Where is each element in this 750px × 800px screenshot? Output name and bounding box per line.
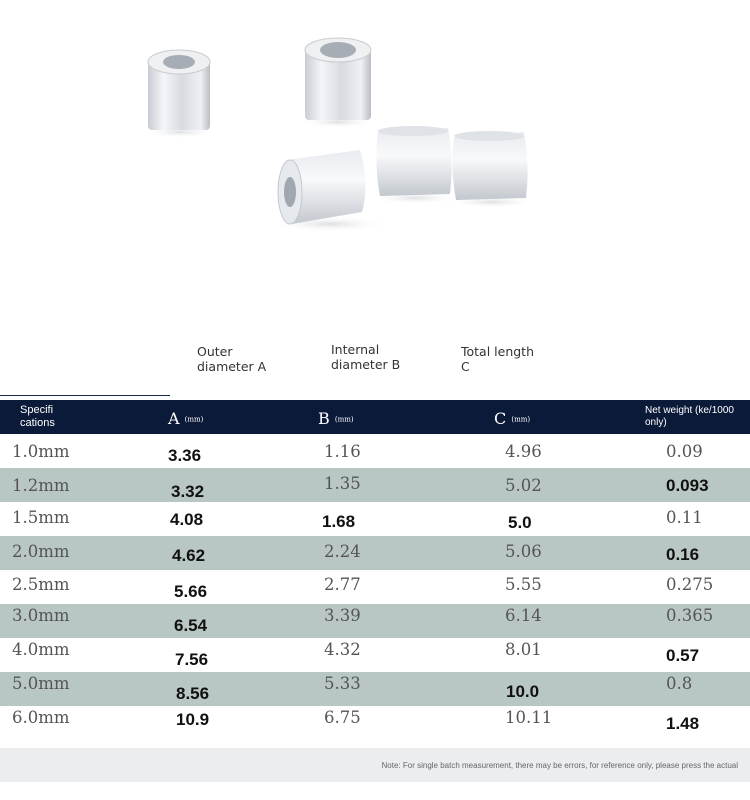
weight-cell: 0.09 [666, 442, 703, 461]
b-cell: 3.39 [324, 606, 361, 625]
disclaimer-note: Note: For single batch measurement, there may be errors, for reference only, please press the actual [381, 761, 738, 770]
a-cell: 3.36 [168, 446, 202, 465]
outer-label-line1: Outer [197, 344, 233, 359]
column-c-letter: C [494, 409, 507, 428]
table-row [0, 434, 750, 468]
a-cell: 7.56 [175, 650, 209, 669]
c-cell: 10.11 [505, 708, 553, 727]
a-cell: 5.66 [174, 582, 208, 601]
b-cell: 6.75 [324, 708, 361, 727]
internal-label-line1: Internal [331, 342, 380, 357]
table-row [0, 638, 750, 672]
header-divider [0, 395, 170, 396]
aluminum-sleeves-illustration [0, 0, 750, 330]
c-cell: 5.02 [505, 476, 542, 495]
table-header [0, 400, 750, 434]
internal-label-line2: diameter B [331, 357, 401, 372]
table-row [0, 672, 750, 706]
total-label-line2: C [461, 359, 470, 374]
table-row [0, 604, 750, 638]
sleeve-5 [447, 131, 537, 208]
column-b-letter: B [318, 409, 330, 428]
spec-cell: 1.5mm [12, 508, 70, 527]
weight-cell: 0.8 [666, 674, 693, 693]
spec-cell: 4.0mm [12, 640, 70, 659]
b-cell: 1.16 [324, 442, 361, 461]
outer-diameter-label [197, 344, 266, 374]
net-weight-header: Net weight (ke/1000 only) [645, 405, 734, 428]
sleeve-1 [144, 50, 216, 138]
spec-header [20, 404, 55, 430]
spec-cell: 1.2mm [12, 476, 70, 495]
internal-diameter-label [331, 342, 400, 372]
spec-cell: 3.0mm [12, 606, 70, 625]
column-a-unit: (mm) [184, 415, 204, 424]
column-c-header [494, 409, 530, 428]
b-cell: 1.68 [322, 512, 356, 531]
weight-cell: 0.093 [666, 476, 709, 495]
weight-cell: 0.275 [666, 575, 714, 594]
b-cell: 5.33 [324, 674, 361, 693]
b-cell: 2.24 [324, 542, 361, 561]
c-cell: 5.06 [505, 542, 542, 561]
spec-header-line2: cations [20, 417, 55, 429]
b-cell: 4.32 [324, 640, 361, 659]
b-cell: 1.35 [324, 474, 361, 493]
c-cell: 8.01 [505, 640, 542, 659]
weight-cell: 0.16 [666, 545, 700, 564]
spec-cell: 5.0mm [12, 674, 70, 693]
spec-cell: 6.0mm [12, 708, 70, 727]
weight-cell: 0.11 [666, 508, 703, 527]
weight-cell: 0.365 [666, 606, 714, 625]
column-b-unit: (mm) [334, 415, 354, 424]
sleeve-3 [270, 150, 390, 232]
c-cell: 5.55 [505, 575, 542, 594]
spec-cell: 2.0mm [12, 542, 70, 561]
a-cell: 6.54 [174, 616, 208, 635]
a-cell: 4.62 [172, 546, 206, 565]
total-label-line1: Total length [461, 344, 535, 359]
table-row [0, 570, 750, 604]
column-b-header [318, 409, 354, 428]
column-c-unit: (mm) [511, 415, 531, 424]
table-row [0, 706, 750, 740]
c-cell: 4.96 [505, 442, 542, 461]
table-row [0, 502, 750, 536]
column-a-letter: A [168, 409, 180, 428]
table-row [0, 536, 750, 570]
spec-cell: 1.0mm [12, 442, 70, 461]
total-length-label [461, 344, 534, 374]
table-row [0, 468, 750, 502]
note-bar [0, 748, 750, 782]
b-cell: 2.77 [324, 575, 361, 594]
spec-header-line1: Specifi [20, 404, 54, 416]
product-photo [0, 0, 750, 330]
a-cell: 10.9 [176, 710, 210, 729]
column-a-header [168, 409, 203, 428]
c-cell: 10.0 [506, 682, 540, 701]
a-cell: 8.56 [176, 684, 210, 703]
weight-cell: 1.48 [666, 714, 700, 733]
a-cell: 3.32 [171, 482, 205, 501]
weight-cell: 0.57 [666, 646, 700, 665]
outer-label-line2: diameter A [197, 359, 267, 374]
sleeve-4 [370, 126, 460, 204]
sleeve-2 [300, 38, 376, 128]
c-cell: 6.14 [505, 606, 542, 625]
c-cell: 5.0 [508, 513, 532, 532]
spec-cell: 2.5mm [12, 575, 70, 594]
a-cell: 4.08 [170, 510, 204, 529]
